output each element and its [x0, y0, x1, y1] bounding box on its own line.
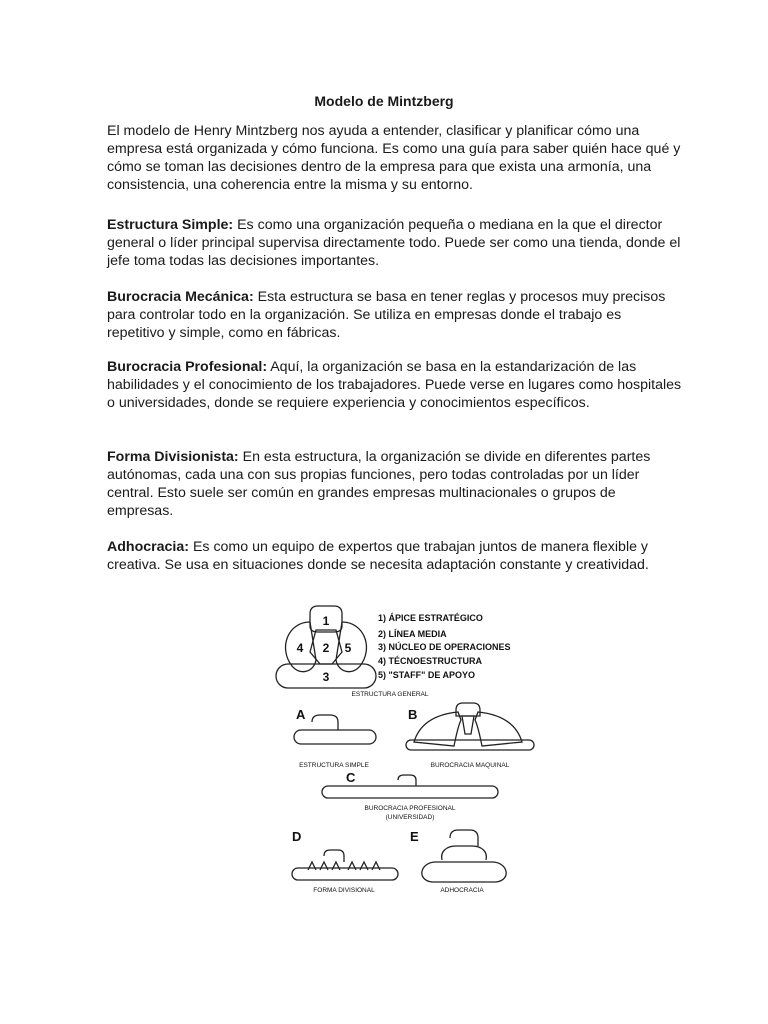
section-burocracia-mecanica: [107, 288, 682, 342]
part-number: 5: [344, 641, 352, 655]
caption-c: BUROCRACIA PROFESIONAL: [364, 805, 456, 812]
section-text: Aquí, la organización se basa en la estandarización de las habilidades y el conocimiento de los trabajadores. Puede verse en lugares como hospitales o universidades, donde se requiere experiencia y conocimientos específicos.: [107, 359, 682, 411]
structure-letter: A: [296, 707, 306, 722]
section-adhocracia: [107, 538, 682, 574]
section-forma-divisionista: [107, 448, 682, 520]
section-text: Esta estructura se basa en tener reglas y procesos muy precisos para controlar todo en la organización. Se utiliza en empresas donde el trabajo es repetitivo y simple, como en fábricas.: [107, 289, 666, 341]
structure-b-shape: [406, 703, 534, 750]
legend-item: 1) ÁPICE ESTRATÉGICO: [378, 613, 483, 623]
structure-a-shape: [294, 715, 376, 744]
section-text: En esta estructura, la organización se divide en diferentes partes autónomas, cada una con sus propias funciones, pero todas controladas por un líder central. Esto suele ser común en grandes empresas multinacionales o grupos de empresas.: [107, 449, 651, 519]
general-structure-caption: ESTRUCTURA GENERAL: [351, 691, 429, 698]
section-term: Burocracia Profesional:: [107, 359, 268, 375]
section-term: Estructura Simple:: [107, 217, 234, 233]
legend-item: 4) TÉCNOESTRUCTURA: [378, 656, 483, 666]
part-number: 3: [322, 670, 330, 684]
mintzberg-diagram-figure: [270, 600, 550, 900]
structure-letter: C: [346, 770, 356, 785]
section-burocracia-profesional: [107, 358, 682, 412]
section-text: Es como un equipo de expertos que trabajan juntos de manera flexible y creativa. Se usa en situaciones donde se necesita adaptación constante y creatividad.: [107, 539, 649, 573]
caption-e: ADHOCRACIA: [440, 887, 484, 894]
structure-letter: E: [410, 829, 419, 844]
structure-letter: D: [292, 829, 302, 844]
caption-d: FORMA DIVISIONAL: [313, 887, 375, 894]
legend-item: 2) LÍNEA MEDIA: [378, 629, 447, 639]
structure-d-shape: [292, 850, 398, 880]
intro-paragraph: El modelo de Henry Mintzberg nos ayuda a entender, clasificar y planificar cómo una empresa está organizada y cómo funciona. Es como una guía para saber quién hace qué y cómo se toman las decisiones dentro de la empresa para que exista una armonía, una consistencia, una coherencia entre la misma y su entorno.: [107, 123, 681, 193]
legend-item: 3) NÚCLEO DE OPERACIONES: [378, 642, 511, 652]
section-term: Forma Divisionista:: [107, 449, 239, 465]
part-number: 2: [322, 641, 330, 655]
caption-a: ESTRUCTURA SIMPLE: [299, 762, 369, 769]
structure-letter: B: [408, 707, 418, 722]
part-number: 4: [296, 641, 304, 655]
part-number: 1: [322, 614, 330, 628]
section-estructura-simple: [107, 216, 682, 270]
mintzberg-diagram: [270, 600, 550, 900]
legend-item: 5) "STAFF" DE APOYO: [378, 670, 476, 680]
section-term: Burocracia Mecánica:: [107, 289, 254, 305]
caption-b: BUROCRACIA MAQUINAL: [430, 762, 510, 769]
document-title: Modelo de Mintzberg: [314, 93, 454, 109]
caption-c-sub: (UNIVERSIDAD): [385, 814, 435, 821]
structure-e-shape: [422, 830, 506, 882]
section-text: Es como una organización pequeña o mediana en la que el director general o líder principal supervisa directamente todo. Puede ser como una tienda, donde el jefe toma todas las decisiones importantes.: [107, 217, 681, 269]
section-term: Adhocracia:: [107, 539, 189, 555]
